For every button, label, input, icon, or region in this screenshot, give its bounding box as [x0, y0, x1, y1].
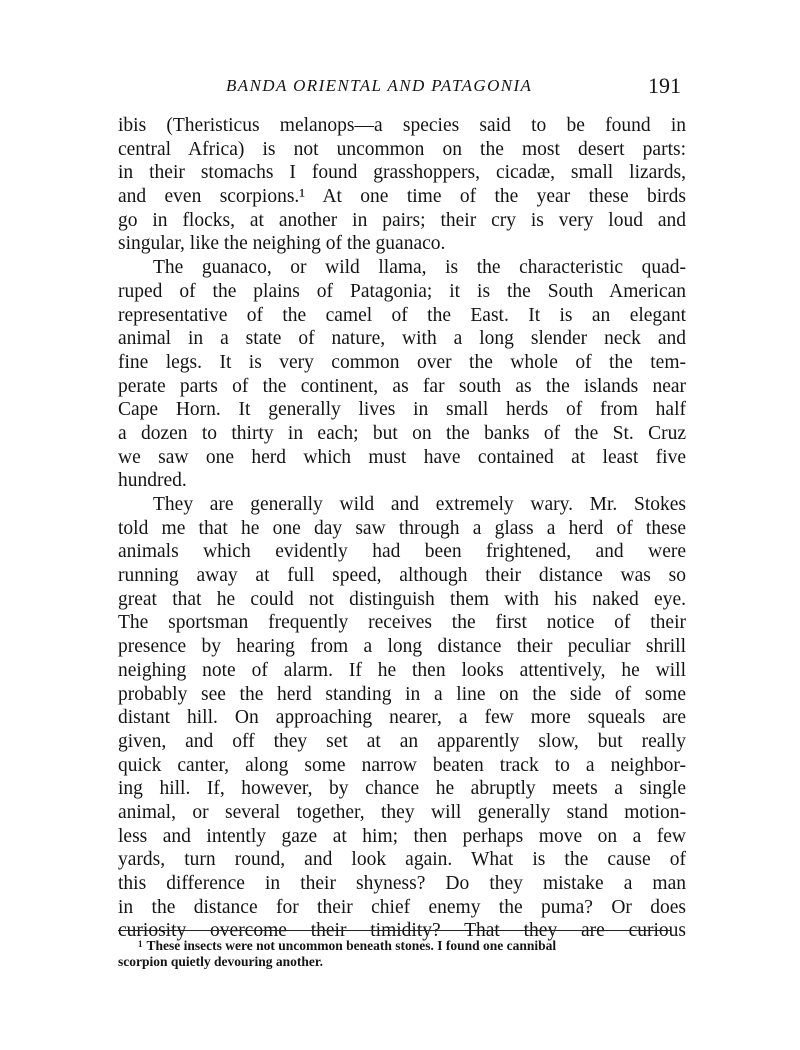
footnote-line — [118, 936, 678, 953]
footnote — [118, 936, 678, 970]
text-line: a dozen to thirty in each; but on the banks of the St. Cruz — [118, 422, 686, 444]
text-line: fine legs. It is very common over the whole of the tem- — [118, 351, 686, 373]
text-line: ruped of the plains of Patagonia; it is the South American — [118, 280, 686, 302]
page-number: 191 — [648, 73, 681, 98]
text-line: great that he could not distinguish them with his naked eye. — [118, 588, 686, 610]
text-line: The guanaco, or wild llama, is the characteristic quad- — [153, 257, 686, 279]
text-line: in the distance for their chief enemy the puma? Or does — [118, 896, 686, 918]
text-line: quick canter, along some narrow beaten track to a neighbor- — [118, 754, 686, 776]
text-line: singular, like the neighing of the guanaco. — [118, 233, 446, 255]
page-header — [0, 73, 800, 106]
text-line: central Africa) is not uncommon on the most desert parts: — [118, 138, 686, 160]
text-line: distant hill. On approaching nearer, a few more squeals are — [118, 707, 686, 729]
text-line: representative of the camel of the East. It is an elegant — [118, 304, 686, 326]
text-line: given, and off they set at an apparently slow, but really — [118, 730, 686, 752]
text-line: this difference in their shyness? Do they mistake a man — [118, 873, 686, 894]
text-line: animal in a state of nature, with a long slender neck and — [118, 328, 686, 350]
text-line: hundred. — [118, 470, 187, 492]
text-line: curiosity overcome their timidity? That they are curious — [118, 920, 686, 942]
footnote-marker: 1 — [138, 939, 143, 949]
text-line: perate parts of the continent, as far south as the islands near — [118, 375, 686, 397]
text-line: animals which evidently had been frightened, and were — [118, 541, 686, 563]
text-line: probably see the herd standing in a line on the side of some — [118, 683, 686, 705]
text-line: less and intently gaze at him; then perhaps move on a few — [118, 825, 686, 847]
text-line: ing hill. If, however, by chance he abruptly meets a single — [118, 778, 686, 800]
text-line: told me that he one day saw through a glass a herd of these — [118, 517, 686, 539]
running-head: BANDA ORIENTAL AND PATAGONIA — [226, 76, 533, 95]
text-line: Cape Horn. It generally lives in small herds of from half — [118, 399, 686, 421]
text-line: They are generally wild and extremely wary. Mr. Stokes — [153, 494, 686, 515]
text-line: in their stomachs I found grasshoppers, cicadæ, small lizards, — [118, 162, 686, 184]
text-line: presence by hearing from a long distance their peculiar shrill — [118, 636, 686, 658]
body-text — [118, 114, 686, 943]
footnote-divider — [118, 930, 670, 931]
text-line: animal, or several together, they will generally stand motion- — [118, 801, 686, 823]
text-line: and even scorpions.¹ At one time of the year these birds — [118, 186, 686, 208]
text-line: yards, turn round, and look again. What is the cause of — [118, 849, 686, 871]
text-line: we saw one herd which must have contained at least five — [118, 446, 686, 468]
text-line: The sportsman frequently receives the first notice of their — [118, 612, 686, 634]
text-line: neighing note of alarm. If he then looks attentively, he will — [118, 659, 686, 681]
footnote-line: scorpion quietly devouring another. — [118, 954, 324, 969]
footnote-text: These insects were not uncommon beneath stones. I found one cannibal — [146, 938, 557, 953]
text-line: ibis (Theristicus melanops—a species said to be found in — [118, 115, 686, 136]
text-line: go in flocks, at another in pairs; their cry is very loud and — [118, 209, 686, 231]
text-line: running away at full speed, although their distance was so — [118, 565, 686, 587]
